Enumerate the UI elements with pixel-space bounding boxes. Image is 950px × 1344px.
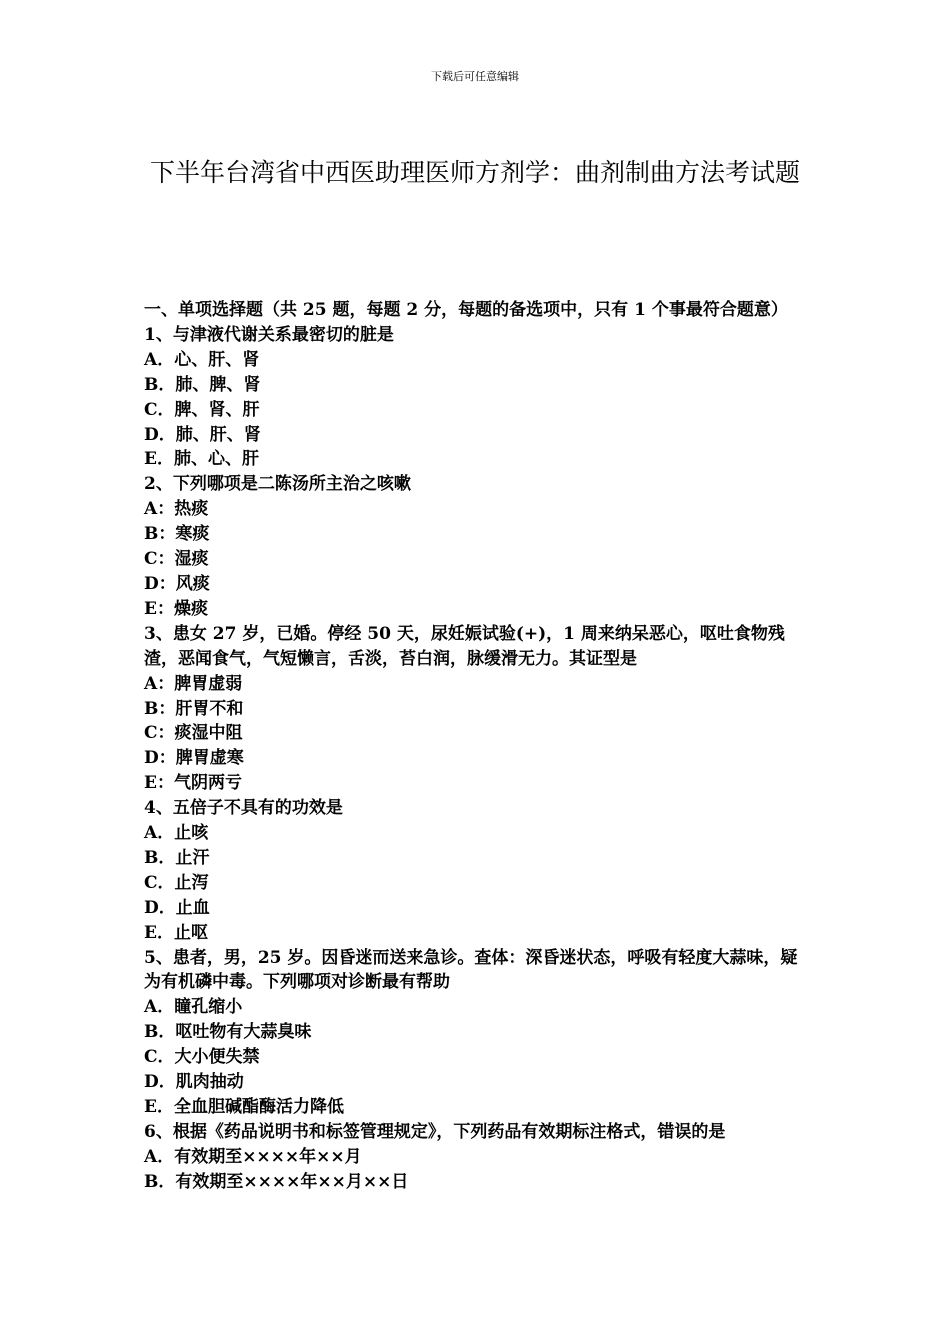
document-title: 下半年台湾省中西医助理医师方剂学：曲剂制曲方法考试题 — [150, 158, 801, 187]
question-option: E：气阴两亏 — [144, 773, 242, 794]
question-option: B．呕吐物有大蒜臭味 — [144, 1022, 312, 1043]
page-header: 下载后可任意编辑 — [431, 70, 519, 83]
question-option: B．肺、脾、肾 — [144, 374, 261, 395]
question-option: B：肝胃不和 — [144, 698, 244, 719]
question-option: D：脾胃虚寒 — [144, 748, 244, 769]
question-option: A．心、肝、肾 — [144, 349, 260, 370]
question-option: B．有效期至××××年××月××日 — [144, 1171, 409, 1192]
question-option: C：痰湿中阻 — [144, 723, 243, 744]
question-option: D：风痰 — [144, 573, 210, 594]
question-option: E．止呕 — [144, 922, 208, 943]
question-option: E．全血胆碱酯酶活力降低 — [144, 1097, 344, 1117]
question-option: A：热痰 — [144, 499, 209, 520]
question-stem: 6、根据《药品说明书和标签管理规定》，下列药品有效期标注格式，错误的是 — [144, 1121, 726, 1142]
question-option: C．脾、肾、肝 — [144, 399, 260, 420]
question-1 — [144, 323, 809, 472]
question-6 — [144, 1120, 809, 1195]
question-stem: 2、下列哪项是二陈汤所主治之咳嗽 — [144, 474, 411, 495]
question-3 — [144, 622, 809, 796]
question-option: B：寒痰 — [144, 524, 210, 545]
document-body — [144, 298, 809, 1195]
question-option: D．肌肉抽动 — [144, 1072, 244, 1093]
question-option: D．止血 — [144, 897, 210, 918]
question-4 — [144, 796, 809, 945]
question-option: A．止咳 — [144, 823, 209, 844]
question-option: A．有效期至××××年××月 — [144, 1146, 362, 1167]
question-option: A：脾胃虚弱 — [144, 673, 243, 694]
question-2 — [144, 472, 809, 621]
question-option: A．瞳孔缩小 — [144, 997, 243, 1018]
question-option: C：湿痰 — [144, 549, 209, 570]
question-stem: 1、与津液代谢关系最密切的脏是 — [144, 324, 394, 345]
section-heading: 一、单项选择题（共 25 题，每题 2 分，每题的备选项中，只有 1 个事最符合题意） — [144, 300, 788, 320]
question-option: B．止汗 — [144, 847, 210, 868]
question-stem: 4、五倍子不具有的功效是 — [144, 798, 343, 819]
question-option: C．止泻 — [144, 872, 209, 893]
question-stem: 5、患者，男，25 岁。因昏迷而送来急诊。查体：深昏迷状态，呼吸有轻度大蒜味，疑为有机磷中毒。下列哪项对诊断最有帮助 — [144, 947, 798, 993]
question-option: E．肺、心、肝 — [144, 449, 259, 470]
question-5 — [144, 946, 809, 1120]
question-option: C．大小便失禁 — [144, 1047, 260, 1068]
question-stem: 3、患女 27 岁，已婚。停经 50 天，尿妊娠试验(+)，1 周来纳呆恶心，呕吐食物残渣，恶闻食气，气短懒言，舌淡，苔白润，脉缓滑无力。其证型是 — [144, 623, 785, 669]
question-option: D．肺、肝、肾 — [144, 424, 261, 445]
question-option: E：燥痰 — [144, 598, 208, 619]
